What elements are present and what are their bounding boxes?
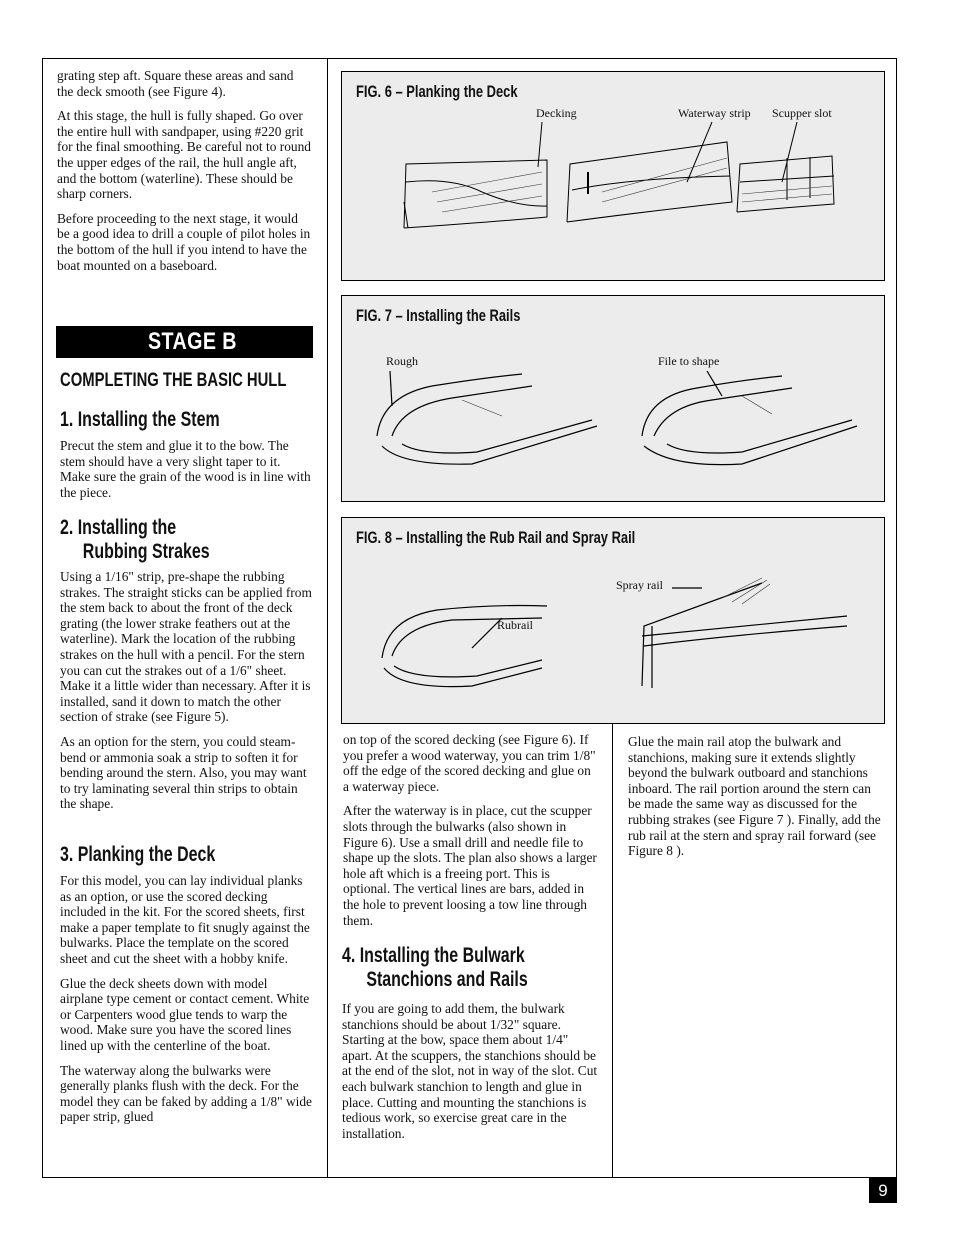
heading-strakes: 2. Installing the Rubbing Strakes (60, 516, 210, 563)
rails-illustration (342, 296, 886, 503)
rub-rail-illustration (342, 518, 886, 725)
column-3 (628, 734, 884, 868)
figure-7 (341, 295, 885, 502)
deck-planking-illustration (342, 72, 886, 282)
paragraph: Glue the main rail atop the bulwark and stanchions, making sure it extends slightly beyond the bulwark outboard and stanchions inboard. The rail portion around the stern can be made the same way as discussed for the rubbing strakes (see Figure 7 ). Finally, add the rub rail at the stern and spray rail forward (see Figure 8 ). (628, 734, 881, 859)
label-rough: Rough (386, 354, 419, 368)
paragraph: At this stage, the hull is fully shaped. Go over the entire hull with sandpaper, using #220 grit for the final smoothing. Be careful not to round the upper edges of the rail, the hull angle aft, and the bottom (waterline). These should be sharp corners. (57, 108, 311, 202)
label-waterway: Waterway strip (678, 106, 751, 120)
label-rubrail: Rubrail (497, 618, 533, 632)
label-file-to-shape: File to shape (658, 354, 720, 368)
stage-title: STAGE B (148, 328, 237, 355)
figure-title: FIG. 6 – Planking the Deck (356, 82, 518, 101)
label-decking: Decking (536, 106, 577, 120)
paragraph: After the waterway is in place, cut the scupper slots through the bulwarks (also shown in Figure 6). Use a small drill and needle file to shape up the slots. The plan also shows a larger hole aft which is a freeing port. This is optional. The vertical lines are bars, added in the hole to prevent loosing a tow line through them. (343, 803, 597, 928)
label-spray-rail: Spray rail (616, 578, 663, 592)
heading-stem: 1. Installing the Stem (60, 408, 220, 431)
figure-8 (341, 517, 885, 724)
paragraph: on top of the scored decking (see Figure 6). If you prefer a wood waterway, you can trim 1/8" off the edge of the scored decking and glue on a waterway piece. (343, 732, 596, 794)
column-divider-1 (327, 58, 328, 1178)
figure-title: FIG. 7 – Installing the Rails (356, 306, 521, 325)
section-heading: COMPLETING THE BASIC HULL (60, 370, 287, 391)
column-2 (343, 732, 600, 937)
column-divider-2 (612, 723, 613, 1178)
paragraph: grating step aft. Square these areas and sand the deck smooth (see Figure 4). (57, 68, 294, 99)
paragraphs-deck: For this model, you can lay individual planks as an option, or use the scored decking included in the kit. For the scored sheets, first make a paper template to fit snugly against the bulwarks. Place the template on the scored sheet and cut the sheet with a hobby knife. Glue the deck sheets down with model airplane type cement or contact cement. White or Carpenters wood glue tends to warp the wood. Make sure you have the scored lines lined up with the centerline of the boat. The waterway along the bulwarks were generally planks flush with the deck. For the model they can be faked by adding a 1/8" wide paper strip, glued (60, 873, 312, 1125)
paragraph: Before proceeding to the next stage, it would be a good idea to drill a couple of pilot holes in the bottom of the hull if you intend to have the boat mounted on a baseboard. (57, 210, 311, 273)
figure-title: FIG. 8 – Installing the Rub Rail and Spray Rail (356, 528, 636, 547)
page-number: 9 (869, 1178, 897, 1203)
stage-banner (56, 326, 313, 358)
figure-6 (341, 71, 885, 281)
paragraphs-strakes: Using a 1/16" strip, pre-shape the rubbing strakes. The straight sticks can be applied from the stem back to about the front of the deck grating (the lower strake feathers out at the waterline). Mark the location of the rubbing strakes on the hull with a pencil. For the stern you can cut the strakes out of a 1/6" sheet. Make it a little wider than necessary. After it is installed, sand it down to match the other section of strake (see Figure 5). As an option for the stern, you could steam-bend or ammonia soak a strip to soften it for bending around the stern. Also, you may want to try laminating several thin strips to obtain the shape. (60, 569, 312, 812)
label-scupper: Scupper slot (772, 106, 832, 120)
heading-deck: 3. Planking the Deck (60, 843, 216, 866)
paragraph-bulwark: If you are going to add them, the bulwark stanchions should be about 1/32" square. Starting at the bow, space them about 1/4" apart. At the scuppers, the stanchions should be at the end of the slot, not in way of the slot. Cut each bulwark stanchion to length and glue in place. Cutting and mounting the stanchions is tedious work, so exercise great care in the installation. (342, 1001, 598, 1141)
heading-bulwark: 4. Installing the Bulwark Stanchions and Rails (342, 944, 528, 991)
paragraph-stem: Precut the stem and glue it to the bow. The stem should have a very slight taper to it. Make sure the grain of the wood is in line with the piece. (60, 438, 311, 500)
column-1-top (57, 68, 313, 282)
